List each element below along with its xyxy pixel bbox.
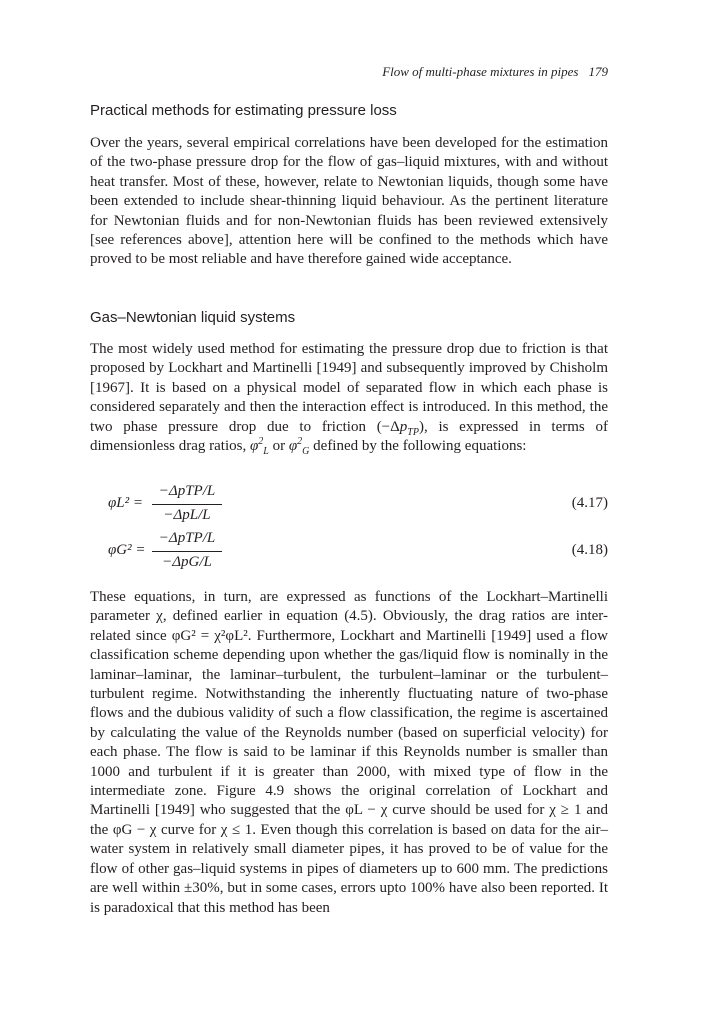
page-number: 179 (588, 64, 608, 79)
equation-fraction (152, 530, 222, 571)
equation-4-18 (90, 530, 608, 574)
equation-fraction (152, 483, 222, 524)
paragraph-lockhart-method: The most widely used method for estimating the pressure drop due to friction is that proposed by Lockhart and Martinelli [1949] and subsequently improved by Chisholm [1967]. It is based on a physical model of separated flow in which each phase is considered separately and then the interaction effect is introduced. In this method, the two phase pressure drop due to friction $(-\Delta p_{TP})$, is expressed in terms of dimensionless drag ratios, $\varphi^2_L$ or $\varphi^2_G$ defined by the following equations: (90, 341, 608, 458)
equation-4-17 (90, 483, 608, 527)
equation-number: (4.17) (571, 495, 608, 511)
equation-numerator: −ΔpTP/L (158, 483, 216, 499)
paragraph-flow-classification: These equations, in turn, are expressed as functions of the Lockhart–Martinelli parameter χ, defined earlier in equation (4.5). Obviously, the drag ratios are inter-related since φG² = χ²φL². Furthermore, Lockhart and Martinelli [1949] used a flow classification scheme depending upon whether the gas/liquid flow is nominally in the laminar–laminar, the laminar–turbulent, the turbulent–laminar or the turbulent–turbulent regime. Notwithstanding the inherently fluctuating nature of two-phase flows and the dubious validity of such a flow classification, the regime is ascertained by calculating the value of the Reynolds number (based on superficial velocity) for each phase. The flow is said to be laminar if this Reynolds number is smaller than 1000 and turbulent if it is greater than 2000, with mixed type of flow in the intermediate zone. Figure 4.9 shows the original correlation of Lockhart and Martinelli [1949] who suggested that the φL − χ curve should be used for χ ≥ 1 and the φG − χ curve for χ ≤ 1. Even though this correlation is based on data for the air–water system in relatively small diameter pipes, it has proved to be of value for the flow of other gas–liquid systems in pipes of diameters up to 600 mm. The predictions are well within ±30%, but in some cases, errors upto 100% have also been reported. It is paradoxical that this method has been (90, 589, 608, 916)
section-heading-gas-newtonian: Gas–Newtonian liquid systems (90, 309, 296, 326)
equation-lhs: φL² = (108, 495, 144, 511)
section-heading-pressure-loss: Practical methods for estimating pressure loss (90, 102, 397, 119)
equation-number: (4.18) (571, 542, 608, 558)
paragraph-overview: Over the years, several empirical correlations have been developed for the estimation of the two-phase pressure drop for the flow of gas–liquid mixtures, with and without heat transfer. Most of these, however, relate to Newtonian liquids, though some have been extended to include shear-thinning liquid behaviour. As the pertinent literature for Newtonian fluids and for non-Newtonian fluids has been reviewed extensively [see references above], attention here will be confined to the methods which have proved to be most reliable and have therefore gained wide acceptance. (90, 135, 608, 268)
equation-numerator: −ΔpTP/L (158, 530, 216, 546)
equation-denominator: −ΔpG/L (162, 554, 212, 570)
equation-lhs: φG² = (108, 542, 146, 558)
equation-denominator: −ΔpL/L (163, 507, 211, 523)
running-head (382, 64, 608, 80)
running-head-title: Flow of multi-phase mixtures in pipes (382, 64, 579, 79)
